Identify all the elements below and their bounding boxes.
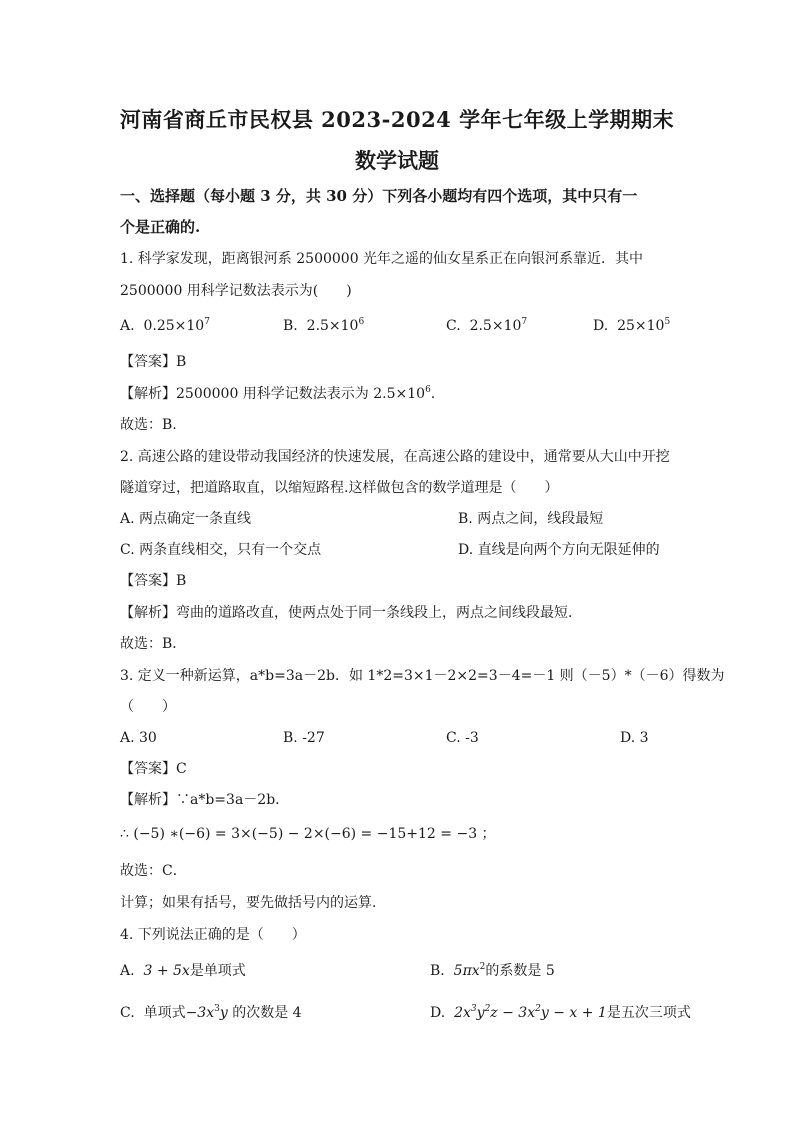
q2-answer: 【答案】B [120,573,187,589]
section-heading-2: 个是正确的. [120,218,201,236]
q2-choose: 故选：B． [120,636,187,652]
q1-answer: 【答案】B [120,354,187,370]
q3-note: 计算；如果有括号，要先做括号内的运算． [120,895,386,911]
q3-option-b: B. -27 [283,730,325,746]
q4-stem: 4. 下列说法正确的是（ ） [120,927,306,943]
title-line-1: 河南省商丘市民权县 2023-2024 学年七年级上学期期末 [119,107,675,132]
q2-option-a: A. 两点确定一条直线 [120,511,252,527]
q4-option-c: C. 单项式$-3x^3y$ 的次数是 4 [120,1004,302,1021]
q4-option-d-expression: $2x^3y^2z - 3x^2y - x + 1$ [454,1004,607,1021]
q2-option-b: B. 两点之间，线段最短 [458,511,604,527]
q3-stem-2: （ ） [120,699,176,715]
q2-option-c: C. 两条直线相交，只有一个交点 [120,542,322,558]
q2-option-d: D. 直线是向两个方向无限延伸的 [458,542,660,558]
q1-stem-1: 1. 科学家发现，距离银河系 2500000 光年之遥的仙女星系正在向银河系靠近．其中 [120,251,644,267]
q3-choose: 故选：C． [120,863,187,879]
q1-option-c: C. $2.5\times 10^7$ [446,317,528,334]
q4-option-a: A. 3 + 5x是单项式 [120,963,246,979]
q1-analysis: 【解析】2500000 用科学记数法表示为 $2.5\times 10^6$. [120,385,436,402]
section-heading-1: 一、选择题（每小题 3 分，共 30 分）下列各小题均有四个选项，其中只有一 [120,187,638,205]
q4-option-d: D. $2x^3y^2z - 3x^2y - x + 1$是五次三项式 [430,1004,691,1021]
q3-option-d: D. 3 [620,730,649,746]
title-line-2: 数学试题 [355,148,439,173]
q3-answer: 【答案】C [120,761,187,777]
q3-stem-1: 3. 定义一种新运算，a*b=3a－2b．如 1*2=3×1－2×2=3－4=－1 则（－5）*（－6）得数为 [120,668,725,684]
q3-option-a: A. 30 [120,730,157,746]
q2-stem-2: 隧道穿过，把道路取直，以缩短路程.这样做包含的数学道理是（ ） [120,480,559,496]
q1-stem-2: 2500000 用科学记数法表示为( ) [120,283,352,299]
q1-choose: 故选：B. [120,417,177,433]
q4-option-b: B. $5\pi x^2$的系数是 5 [430,962,555,979]
q3-formula: ∴ (−5) ∗(−6) = 3×(−5) − 2×(−6) = −15+12 = −3 ； [120,826,496,842]
q3-analysis: 【解析】∵a*b=3a－2b． [120,792,290,808]
q1-option-a: A. $0.25\times 10^7$ [120,317,210,334]
q3-option-c: C. -3 [446,730,479,746]
q1-option-d: D. $25\times 10^5$ [593,317,671,334]
q2-analysis: 【解析】弯曲的道路改直，使两点处于同一条线段上，两点之间线段最短． [120,605,582,621]
q2-stem-1: 2. 高速公路的建设带动我国经济的快速发展，在高速公路的建设中，通常要从大山中开挖 [120,449,670,465]
q1-option-b: B. $2.5\times 10^6$ [283,317,365,334]
